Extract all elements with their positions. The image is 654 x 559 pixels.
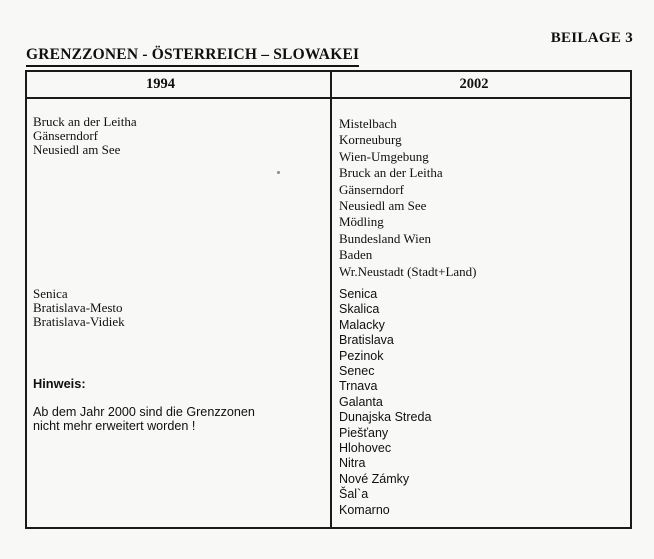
page-title: GRENZZONEN - ÖSTERREICH – SLOWAKEI [26, 46, 359, 67]
list-line: Mistelbach [339, 116, 397, 131]
list-line: nicht mehr erweitert worden ! [33, 418, 196, 433]
list-line: Gänserndorf [339, 181, 404, 197]
scan-speck [277, 171, 280, 174]
list-line: Dunajska Streda [339, 410, 432, 425]
list-line: Malacky [339, 317, 385, 332]
grenzzonen-table [25, 70, 632, 529]
list-line: Bruck an der Leitha [339, 165, 443, 181]
list-line: Skalica [339, 302, 380, 317]
list-line: Šal`a [339, 487, 369, 502]
zones-2002-slovakia [339, 287, 431, 518]
list-line: Gänserndorf [33, 128, 98, 143]
list-line: Senica [339, 287, 378, 301]
list-line: Baden [339, 247, 373, 263]
list-line: Nitra [339, 456, 366, 471]
list-line: Ab dem Jahr 2000 sind die Grenzzonen [33, 405, 255, 419]
list-line: Mödling [339, 214, 384, 230]
list-line: Wr.Neustadt (Stadt+Land) [339, 263, 477, 279]
header-label: 1994 [146, 76, 175, 92]
list-line: Senica [33, 286, 68, 301]
list-line: Bratislava-Mesto [33, 300, 123, 315]
list-line: Piešťany [339, 425, 389, 440]
list-line: Wien-Umgebung [339, 148, 429, 164]
zones-2002-austria [339, 116, 477, 280]
list-line: Neusiedl am See [339, 198, 427, 214]
note-text [33, 406, 255, 434]
list-line: Bratislava [339, 333, 394, 348]
note-heading: Hinweis: [33, 376, 86, 391]
list-line: Senec [339, 364, 375, 379]
list-line: Hlohovec [339, 441, 392, 456]
column-header-1994 [27, 72, 330, 97]
list-line: Pezinok [339, 348, 384, 363]
column-divider [330, 72, 332, 527]
list-line: Bratislava-Vidiek [33, 314, 125, 329]
zones-1994-slovakia [33, 287, 125, 329]
list-line: Bundesland Wien [339, 230, 432, 246]
list-line: Neusiedl am See [33, 142, 121, 157]
table-header-row [27, 72, 630, 99]
header-label: 2002 [459, 76, 489, 92]
column-header-2002 [330, 72, 630, 97]
list-line: Korneuburg [339, 132, 402, 148]
list-line: Komarno [339, 502, 390, 517]
attachment-label: BEILAGE 3 [550, 30, 633, 46]
list-line: Trnava [339, 379, 378, 394]
list-line: Bruck an der Leitha [33, 114, 137, 129]
zones-1994-austria [33, 115, 137, 157]
list-line: Nové Zámky [339, 471, 410, 486]
list-line: Galanta [339, 394, 383, 409]
